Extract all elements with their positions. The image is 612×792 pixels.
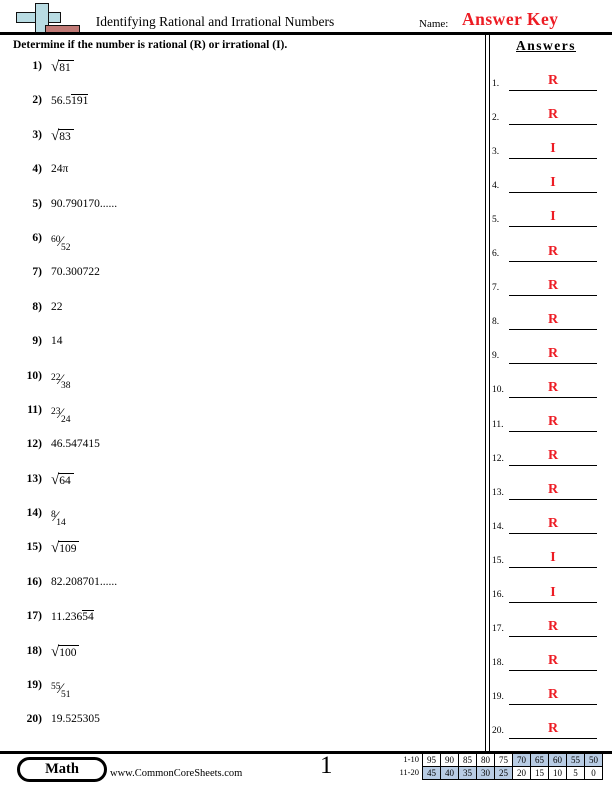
fraction-denominator: 24 bbox=[61, 414, 71, 425]
problem-expression: 24π bbox=[51, 163, 69, 176]
answer-blank-line bbox=[509, 105, 597, 125]
answer-number: 15. bbox=[492, 555, 504, 566]
fraction-slash: ⁄ bbox=[59, 681, 63, 698]
answer-number: 18. bbox=[492, 658, 504, 669]
answer-blank-line bbox=[509, 378, 597, 398]
problem-expression: 82.208701...... bbox=[51, 575, 118, 588]
subject-badge: Math bbox=[17, 757, 107, 782]
problem-row bbox=[12, 126, 452, 160]
problem-number: 8) bbox=[32, 300, 42, 313]
fraction-denominator: 52 bbox=[61, 242, 71, 253]
answer-blank-line bbox=[509, 651, 597, 671]
answer-row bbox=[492, 671, 604, 705]
answer-letter: R bbox=[547, 311, 559, 327]
problem-number: 11) bbox=[27, 403, 42, 416]
problem-number: 18) bbox=[26, 644, 42, 657]
score-grid-cell: 75 bbox=[495, 754, 513, 767]
score-grid-cell: 55 bbox=[567, 754, 585, 767]
answer-letter: I bbox=[550, 175, 556, 191]
problem-row bbox=[12, 676, 452, 710]
score-grid-cell: 25 bbox=[495, 767, 513, 780]
answer-number: 16. bbox=[492, 590, 504, 600]
answer-row bbox=[492, 227, 604, 261]
score-grid-cell: 60 bbox=[549, 754, 567, 767]
answer-letter: R bbox=[547, 243, 559, 259]
score-grid-cell: 5 bbox=[567, 767, 585, 780]
website-url: www.CommonCoreSheets.com bbox=[110, 768, 243, 779]
problem-number: 5) bbox=[32, 197, 42, 210]
answer-blank-line bbox=[509, 207, 597, 227]
problem-expression bbox=[51, 129, 74, 144]
problem-expression bbox=[51, 507, 66, 529]
problem-number: 4) bbox=[32, 163, 42, 176]
fraction-denominator: 14 bbox=[56, 518, 66, 529]
problem-row bbox=[12, 504, 452, 538]
answer-row bbox=[492, 193, 604, 227]
problem-expression: 70.300722 bbox=[51, 266, 100, 279]
score-grid-cell: 65 bbox=[531, 754, 549, 767]
problem-number: 7) bbox=[32, 266, 42, 279]
score-grid-cell: 85 bbox=[459, 754, 477, 767]
problem-expression bbox=[51, 232, 71, 253]
problem-number: 15) bbox=[26, 541, 42, 554]
answer-number: 11. bbox=[492, 419, 504, 430]
problem-expression: 22 bbox=[51, 300, 63, 313]
score-grid-cell: 20 bbox=[513, 767, 531, 780]
score-grid-row-labels bbox=[390, 753, 422, 780]
answer-blank-line bbox=[509, 139, 597, 159]
score-grid-cell: 35 bbox=[459, 767, 477, 780]
answer-number: 14. bbox=[492, 521, 504, 532]
answer-number: 1. bbox=[492, 78, 500, 89]
answer-letter: R bbox=[547, 686, 559, 702]
answer-blank-line bbox=[509, 685, 597, 705]
instruction-text: Determine if the number is rational (R) or irrational (I). bbox=[13, 39, 288, 51]
problem-row bbox=[12, 332, 452, 366]
problem-expression: 46.547415 bbox=[51, 438, 100, 451]
problem-row bbox=[12, 573, 452, 607]
worksheet-title: Identifying Rational and Irrational Numbers bbox=[95, 14, 335, 29]
radical-sign-icon: √ bbox=[51, 59, 60, 75]
score-grid bbox=[390, 753, 603, 780]
answer-letter: R bbox=[547, 414, 559, 430]
answer-number: 12. bbox=[492, 453, 504, 464]
answer-row bbox=[492, 500, 604, 534]
answer-number: 13. bbox=[492, 487, 504, 498]
problem-number: 17) bbox=[26, 610, 42, 623]
answer-number: 7. bbox=[492, 283, 500, 294]
answer-blank-line bbox=[509, 446, 597, 466]
answer-key-text: Answer Key bbox=[462, 9, 559, 29]
problem-number: 12) bbox=[26, 438, 42, 451]
problem-expression bbox=[51, 404, 71, 425]
fraction-slash: ⁄ bbox=[59, 371, 63, 388]
fraction-slash: ⁄ bbox=[59, 405, 63, 422]
answer-letter: R bbox=[547, 73, 559, 89]
header-rule bbox=[0, 32, 612, 35]
answer-row bbox=[492, 364, 604, 398]
answer-row bbox=[492, 330, 604, 364]
fraction-numerator: 23 bbox=[51, 406, 61, 417]
answer-blank-line bbox=[509, 719, 597, 739]
score-grid-cell: 80 bbox=[477, 754, 495, 767]
problem-expression bbox=[51, 679, 71, 701]
answer-letter: R bbox=[547, 618, 559, 634]
name-label: Name: bbox=[419, 18, 449, 30]
answer-blank-line bbox=[509, 480, 597, 500]
square-root-expression bbox=[51, 129, 74, 144]
decimal-non-repeating-part: 56.5 bbox=[51, 95, 72, 108]
score-grid-cell: 95 bbox=[423, 754, 441, 767]
radicand: 109 bbox=[58, 541, 79, 556]
answers-heading: Answers bbox=[516, 38, 576, 53]
answer-row bbox=[492, 568, 604, 602]
answer-blank-line bbox=[509, 71, 597, 91]
problem-number: 14) bbox=[26, 507, 42, 520]
problem-number: 3) bbox=[32, 128, 42, 141]
decimal-repeating-part: 191 bbox=[71, 95, 89, 108]
problem-row bbox=[12, 642, 452, 676]
answer-row bbox=[492, 637, 604, 671]
problem-row bbox=[12, 538, 452, 572]
answer-blank-line bbox=[509, 173, 597, 193]
answer-blank-line bbox=[509, 276, 597, 296]
fraction-slash: ⁄ bbox=[54, 509, 58, 526]
score-grid-body bbox=[423, 754, 603, 780]
problem-expression bbox=[51, 94, 88, 107]
problem-row bbox=[12, 57, 452, 91]
answer-number: 9. bbox=[492, 351, 500, 362]
fraction-denominator: 38 bbox=[61, 380, 71, 391]
fraction-denominator: 51 bbox=[61, 690, 71, 701]
answer-letter: R bbox=[547, 720, 559, 736]
answer-letter: I bbox=[550, 550, 556, 566]
answer-letter: I bbox=[550, 584, 556, 600]
answer-blank-line bbox=[509, 617, 597, 637]
decimal-non-repeating-part: 11.236 bbox=[51, 611, 83, 624]
problem-number: 19) bbox=[26, 679, 42, 692]
answer-number: 3. bbox=[492, 146, 500, 157]
square-root-expression bbox=[51, 60, 74, 75]
score-grid-cell: 90 bbox=[441, 754, 459, 767]
answer-number: 10. bbox=[492, 385, 504, 396]
answer-letter: R bbox=[547, 345, 559, 361]
score-grid-table bbox=[422, 753, 603, 780]
radicand: 83 bbox=[58, 129, 74, 144]
answer-blank-line bbox=[509, 583, 597, 603]
square-root-expression bbox=[51, 541, 79, 556]
problem-row bbox=[12, 401, 452, 435]
answer-number: 4. bbox=[492, 180, 500, 191]
answer-number: 8. bbox=[492, 317, 500, 328]
answer-letter: R bbox=[547, 516, 559, 532]
problem-expression bbox=[51, 610, 94, 623]
problem-expression bbox=[51, 645, 79, 660]
fraction-numerator: 60 bbox=[51, 234, 61, 245]
answer-row bbox=[492, 534, 604, 568]
problem-row bbox=[12, 710, 452, 744]
problem-row bbox=[12, 435, 452, 469]
problem-expression: 14 bbox=[51, 335, 63, 348]
problem-number: 9) bbox=[32, 335, 42, 348]
answer-row bbox=[492, 705, 604, 739]
score-grid-cell: 45 bbox=[423, 767, 441, 780]
problem-expression bbox=[51, 473, 74, 488]
problem-number: 2) bbox=[32, 94, 42, 107]
answer-row bbox=[492, 466, 604, 500]
answer-letter: R bbox=[547, 652, 559, 668]
score-grid-label-11-20: 11-20 bbox=[399, 767, 419, 778]
decimal-repeating-part: 54 bbox=[82, 611, 94, 624]
answer-letter: R bbox=[547, 482, 559, 498]
answer-letter: R bbox=[547, 107, 559, 123]
score-grid-cell: 0 bbox=[585, 767, 603, 780]
answer-row bbox=[492, 296, 604, 330]
score-grid-cell: 40 bbox=[441, 767, 459, 780]
page-number: 1 bbox=[320, 752, 333, 779]
answer-letter: R bbox=[547, 379, 559, 395]
score-grid-row bbox=[423, 767, 603, 780]
answer-letter: R bbox=[547, 448, 559, 464]
answer-row bbox=[492, 603, 604, 637]
score-grid-cell: 70 bbox=[513, 754, 531, 767]
problems-list bbox=[12, 57, 452, 745]
problem-number: 16) bbox=[26, 575, 42, 588]
score-grid-label-1-10: 1-10 bbox=[403, 754, 419, 764]
radicand: 81 bbox=[58, 60, 74, 75]
answer-number: 20. bbox=[492, 726, 504, 737]
problem-expression bbox=[51, 541, 79, 556]
answer-blank-line bbox=[509, 548, 597, 568]
problem-row bbox=[12, 160, 452, 194]
answer-row bbox=[492, 398, 604, 432]
answer-blank-line bbox=[509, 344, 597, 364]
problem-row bbox=[12, 470, 452, 504]
problem-expression bbox=[51, 370, 71, 391]
answer-number: 19. bbox=[492, 692, 504, 703]
problem-number: 6) bbox=[32, 231, 42, 244]
radical-sign-icon: √ bbox=[51, 471, 60, 488]
answer-row bbox=[492, 432, 604, 466]
answer-number: 5. bbox=[492, 214, 500, 225]
radical-sign-icon: √ bbox=[51, 643, 60, 660]
answer-number: 17. bbox=[492, 624, 504, 635]
fraction-numerator: 22 bbox=[51, 372, 61, 383]
answer-letter: I bbox=[550, 209, 556, 225]
radical-sign-icon: √ bbox=[51, 540, 60, 557]
score-grid-cell: 10 bbox=[549, 767, 567, 780]
radicand: 64 bbox=[58, 473, 74, 488]
square-root-expression bbox=[51, 645, 79, 660]
score-grid-cell: 15 bbox=[531, 767, 549, 780]
problem-expression: 19.525305 bbox=[51, 713, 100, 726]
answer-blank-line bbox=[509, 310, 597, 330]
problem-number: 10) bbox=[26, 369, 42, 382]
problem-number: 1) bbox=[32, 60, 42, 72]
problem-number: 13) bbox=[26, 472, 42, 485]
answer-blank-line bbox=[509, 412, 597, 432]
fraction-slash: ⁄ bbox=[59, 233, 63, 250]
problem-row bbox=[12, 229, 452, 263]
fraction-numerator: 8 bbox=[51, 510, 56, 521]
answer-row bbox=[492, 262, 604, 296]
problem-row bbox=[12, 367, 452, 401]
answer-row bbox=[492, 125, 604, 159]
square-root-expression bbox=[51, 473, 74, 488]
answer-letter: I bbox=[550, 141, 556, 157]
answer-letter: R bbox=[547, 277, 559, 293]
problem-row bbox=[12, 263, 452, 297]
answer-number: 6. bbox=[492, 249, 500, 260]
answer-blank-line bbox=[509, 514, 597, 534]
answer-number: 2. bbox=[492, 112, 500, 123]
fraction-numerator: 55 bbox=[51, 682, 61, 693]
radical-sign-icon: √ bbox=[51, 127, 60, 144]
problem-number: 20) bbox=[26, 713, 42, 726]
answers-divider bbox=[485, 35, 490, 751]
score-grid-cell: 30 bbox=[477, 767, 495, 780]
answer-blank-line bbox=[509, 242, 597, 262]
problem-expression: 90.790170...... bbox=[51, 197, 118, 210]
score-grid-cell: 50 bbox=[585, 754, 603, 767]
problem-row bbox=[12, 607, 452, 641]
problem-expression bbox=[51, 60, 74, 75]
answer-row bbox=[492, 91, 604, 125]
score-grid-row bbox=[423, 754, 603, 767]
radicand: 100 bbox=[58, 645, 79, 660]
answer-row bbox=[492, 159, 604, 193]
problem-row bbox=[12, 195, 452, 229]
answers-list bbox=[492, 57, 604, 739]
problem-row bbox=[12, 91, 452, 125]
problem-row bbox=[12, 298, 452, 332]
answer-row bbox=[492, 57, 604, 91]
